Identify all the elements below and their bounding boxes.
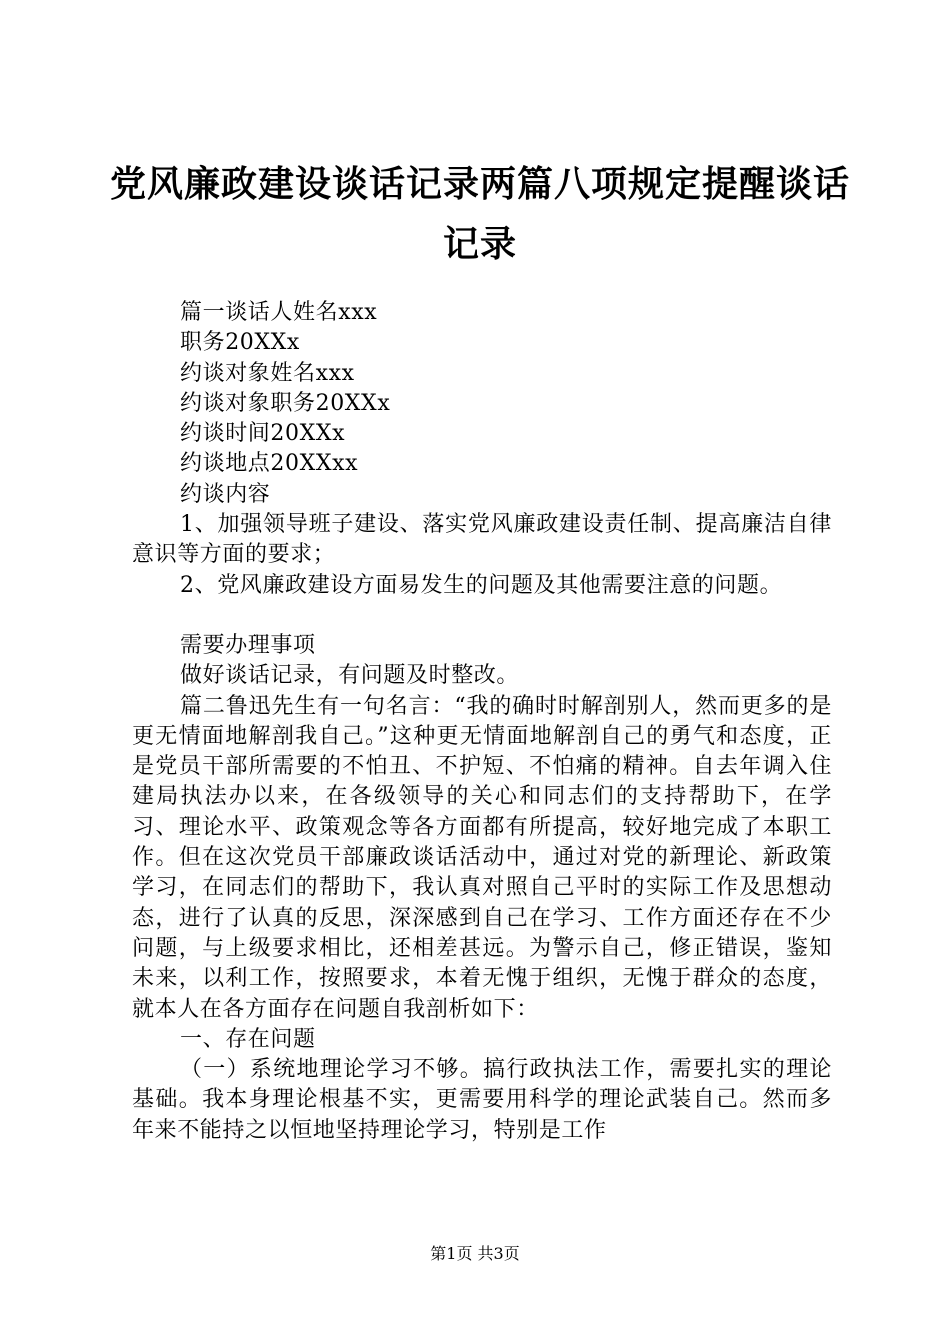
action-items-text: 做好谈话记录，有问题及时整改。 xyxy=(180,663,520,689)
paragraph-spacer xyxy=(132,601,832,631)
part-two-paragraph: 篇二鲁迅先生有一句名言：“我的确时时解剖别人，然而更多的是更无情面地解剖我自己。”这种更无情面地解剖自己的勇气和态度，正是党员干部所需要的不怕丑、不护短、不怕痛的精神。自去年调入住建局执法办以来，在各级领导的关心和同志们的支持帮助下，在学习、理论水平、政策观念等各方面都有所提高，较好地完成了本职工作。但在这次党员干部廉政谈话活动中，通过对党的新理论、新政策学习，在同志们的帮助下，我认真对照自己平时的实际工作及思想动态，进行了认真的反思，深深感到自己在学习、工作方面还存在不少问题，与上级要求相比，还相差甚远。为警示自己，修正错误，鉴知未来，以利工作，按照要求，本着无愧于组织，无愧于群众的态度，就本人在各方面存在问题自我剖析如下： xyxy=(132,693,832,1022)
interview-time-line: 约谈时间20XXx xyxy=(180,421,346,447)
interviewee-name-line: 约谈对象姓名xxx xyxy=(180,360,355,386)
title-line-2: 记录 xyxy=(442,224,517,265)
interviewee-position-line: 约谈对象职务20XXx xyxy=(180,390,391,416)
interview-location-line: 约谈地点20XXxx xyxy=(180,451,359,477)
document-title xyxy=(100,155,860,275)
action-items-heading: 需要办理事项 xyxy=(180,632,316,658)
speaker-position-line: 职务20XXx xyxy=(180,330,300,356)
content-item-2: 2、党风廉政建设方面易发生的问题及其他需要注意的问题。 xyxy=(180,572,783,598)
title-line-1: 党风廉政建设谈话记录两篇八项规定提醒谈话 xyxy=(109,164,850,205)
document-body xyxy=(132,298,832,1146)
problem-item-1: （一）系统地理论学习不够。搞行政执法工作，需要扎实的理论基础。我本身理论根基不实，更需要用科学的理论武装自己。然而多年来不能持之以恒地坚持理论学习，特别是工作 xyxy=(132,1057,832,1143)
section-heading-problems: 一、存在问题 xyxy=(180,1026,316,1052)
speaker-name-line: 篇一谈话人姓名xxx xyxy=(180,300,378,325)
interview-content-heading: 约谈内容 xyxy=(180,481,271,507)
page-number-footer: 第1页 共3页 xyxy=(430,1244,520,1263)
content-item-1: 1、加强领导班子建设、落实党风廉政建设责任制、提高廉洁自律意识等方面的要求； xyxy=(132,512,832,568)
